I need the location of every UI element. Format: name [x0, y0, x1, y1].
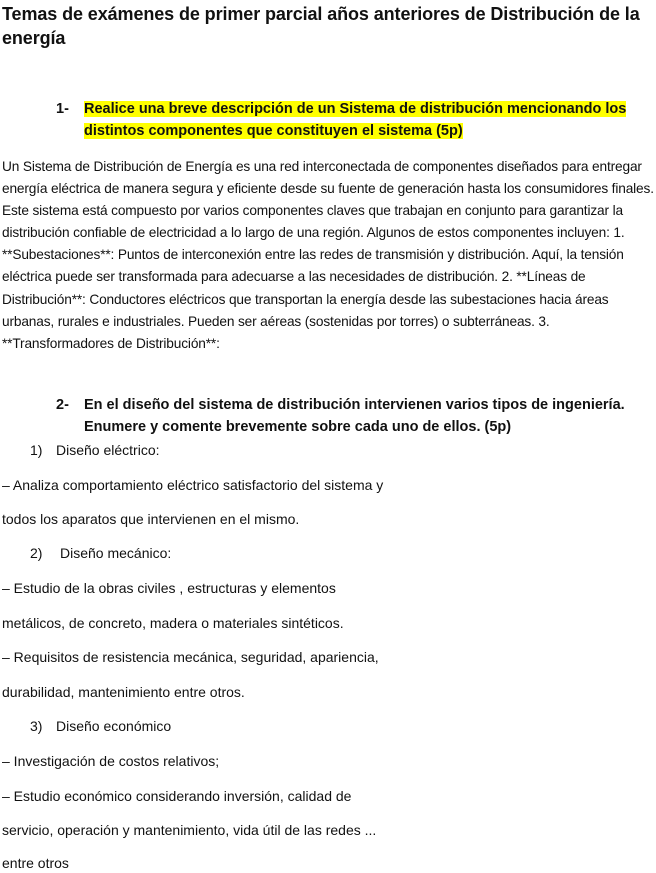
section-2-line-3: – Requisitos de resistencia mecánica, seguridad, apariencia, [2, 649, 379, 665]
section-3-line-4: entre otros [2, 855, 69, 871]
question-1-text: Realice una breve descripción de un Sistema de distribución mencionando los distintos componentes que constituyen el sistema (5p) [84, 101, 627, 139]
section-3-heading: Diseño económico [56, 718, 172, 734]
question-2-text: En el diseño del sistema de distribución intervienen varios tipos de ingeniería. Enumere y comente brevemente sobre cada uno de ellos. (5p) [84, 397, 625, 435]
answer-1-paragraph: Un Sistema de Distribución de Energía es una red interconectada de componentes diseñados para entregar energía eléctrica de manera segura y eficiente desde su fuente de generación hasta los consumidores finales. Este sistema está compuesto por varios componentes claves que trabajan en conjunto para garantizar la distribución confiable de electricidad a lo largo de una región. Algunos de estos componentes incluyen: 1. **Subestaciones**: Puntos de interconexión entre las redes de transmisión y distribución. Aquí, la tensión eléctrica puede ser transformada para adecuarse a las necesidades de distribución. 2. **Líneas de Distribución**: Conductores eléctricos que transportan la energía desde las subestaciones hacia áreas urbanas, rurales e industriales. Pueden ser aéreas (sostenidas por torres) o subterráneas. 3. **Transformadores de Distribución**: [2, 159, 654, 351]
section-3-line-1: – Investigación de costos relativos; [2, 753, 220, 769]
section-2-line-4: durabilidad, mantenimiento entre otros. [2, 684, 245, 700]
section-2-line-2: metálicos, de concreto, madera o materiales sintéticos. [2, 615, 344, 631]
section-2-number: 2) [30, 545, 43, 561]
section-1-number: 1) [30, 442, 43, 458]
question-2-number: 2- [56, 397, 69, 413]
section-1-line-2: todos los aparatos que intervienen en el mismo. [2, 511, 300, 527]
question-1-number: 1- [56, 101, 69, 117]
question-1 [56, 98, 646, 142]
section-1-heading: Diseño eléctrico: [56, 442, 160, 458]
section-3-number: 3) [30, 718, 43, 734]
section-2-heading: Diseño mecánico: [60, 545, 172, 561]
section-2-line-1: – Estudio de la obras civiles , estructuras y elementos [2, 580, 336, 596]
section-3-line-2: – Estudio económico considerando inversión, calidad de [2, 788, 352, 804]
document-title: Temas de exámenes de primer parcial años anteriores de Distribución de la energía [2, 4, 640, 48]
section-3-line-3: servicio, operación y mantenimiento, vida útil de las redes ... [2, 822, 377, 838]
question-2 [56, 394, 646, 438]
section-1-line-1: – Analiza comportamiento eléctrico satisfactorio del sistema y [2, 477, 384, 493]
